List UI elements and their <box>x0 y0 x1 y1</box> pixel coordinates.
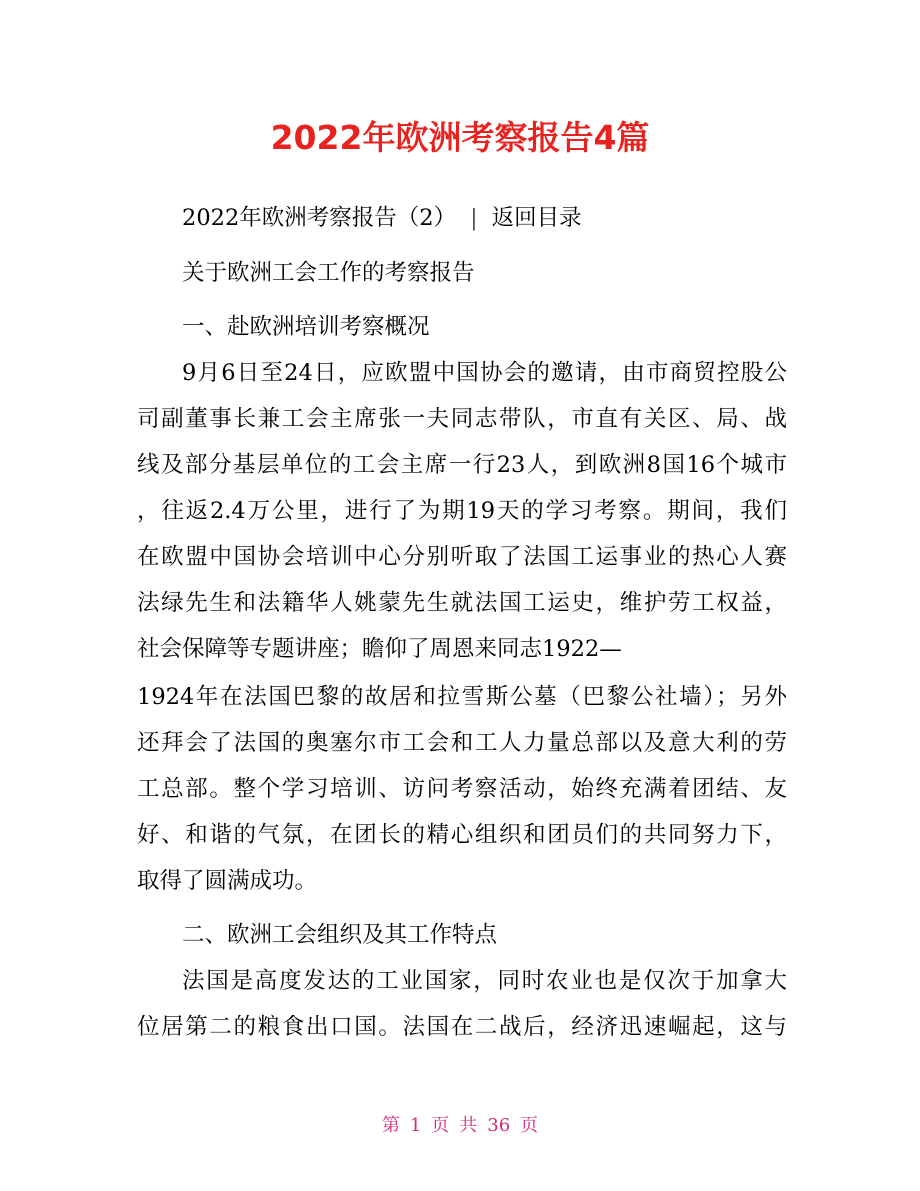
paragraph-line: 还拜会了法国的奥塞尔市工会和工人力量总部以及意大利的劳 <box>137 730 787 756</box>
footer-label-ye: 页 <box>520 1115 539 1136</box>
back-to-toc-link[interactable]: 返回目录 <box>491 205 582 231</box>
section-heading-2: 二、欧洲工会组织及其工作特点 <box>182 922 498 948</box>
footer-label-ye: 页 <box>431 1115 450 1136</box>
document-title: 2022年欧洲考察报告4篇 <box>270 118 650 157</box>
paragraph-line: 司副董事长兼工会主席张一夫同志带队，市直有关区、局、战 <box>137 406 787 432</box>
paragraph-line: 9月6日至24日，应欧盟中国协会的邀请，由市商贸控股公 <box>182 360 787 386</box>
paragraph-line: 位居第二的粮食出口国。法国在二战后，经济迅速崛起，这与 <box>137 1014 787 1040</box>
paragraph-line: 线及部分基层单位的工会主席一行23人，到欧洲8国16个城市 <box>137 452 787 478</box>
footer-label-di: 第 <box>381 1115 400 1136</box>
report-subtitle: 关于欧洲工会工作的考察报告 <box>182 260 475 286</box>
paragraph-line: ，往返2.4万公里，进行了为期19天的学习考察。期间，我们 <box>137 498 787 524</box>
paragraph-line: 法绿先生和法籍华人姚蒙先生就法国工运史，维护劳工权益， <box>137 590 787 616</box>
paragraph-line: 1924年在法国巴黎的故居和拉雪斯公墓（巴黎公社墙）；另外 <box>137 684 787 710</box>
footer-label-gong: 共 <box>459 1115 478 1136</box>
paragraph-line: 在欧盟中国协会培训中心分别听取了法国工运事业的热心人赛 <box>137 544 787 570</box>
nav-separator: | <box>470 205 478 231</box>
footer-page-current: 1 <box>409 1115 422 1136</box>
paragraph-line: 社会保障等专题讲座；瞻仰了周恩来同志1922— <box>137 636 622 662</box>
section-heading-1: 一、赴欧洲培训考察概况 <box>182 314 430 340</box>
footer-page-total: 36 <box>487 1115 511 1136</box>
paragraph-line: 法国是高度发达的工业国家，同时农业也是仅次于加拿大 <box>182 968 787 994</box>
page-footer <box>0 1112 920 1140</box>
paragraph-line: 取得了圆满成功。 <box>137 868 318 894</box>
paragraph-line: 好、和谐的气氛，在团长的精心组织和团员们的共同努力下， <box>137 822 787 848</box>
current-section-label: 2022年欧洲考察报告（2） <box>182 205 457 231</box>
paragraph-line: 工总部。整个学习培训、访问考察活动，始终充满着团结、友 <box>137 776 787 802</box>
toc-nav <box>182 196 787 240</box>
